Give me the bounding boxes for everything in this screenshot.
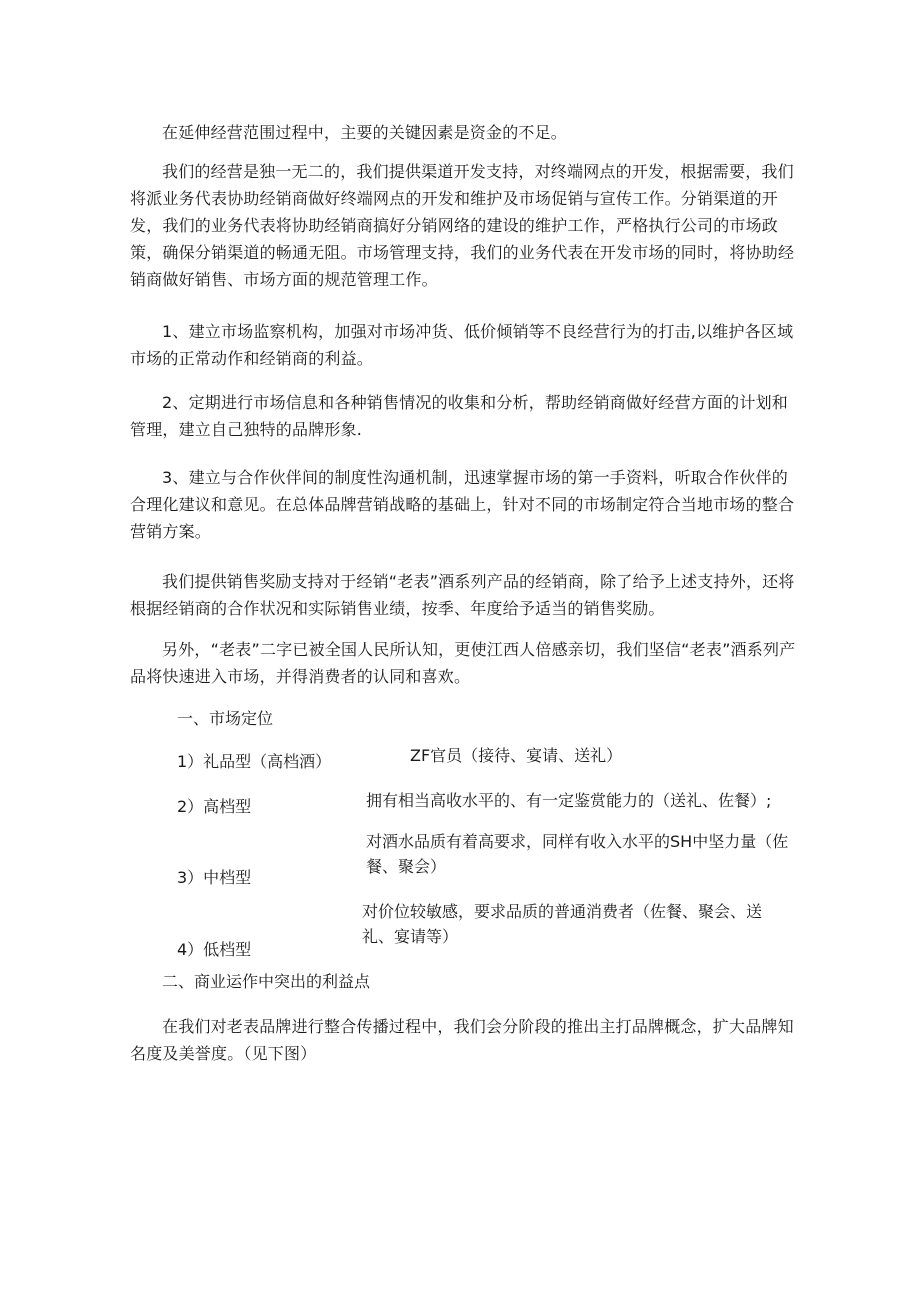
positioning-desc-gift: ZF官员（接待、宴请、送礼） [410, 746, 623, 765]
paragraph-brand-communication: 在我们对老表品牌进行整合传播过程中，我们会分阶段的推出主打品牌概念，扩大品牌知名度及美誉度。（见下图） [130, 1017, 794, 1063]
paragraph-item-2: 2、定期进行市场信息和各种销售情况的收集和分析，帮助经销商做好经营方面的计划和管理，建立自己独特的品牌形象. [130, 393, 788, 439]
paragraph-funding: 在延伸经营范围过程中，主要的关键因素是资金的不足。 [162, 123, 568, 142]
paragraph-sales-reward: 我们提供销售奖励支持对于经销“老表”酒系列产品的经销商，除了给予上述支持外，还将根据经销商的合作状况和实际销售业绩，按季、年度给予适当的销售奖励。 [130, 572, 795, 618]
positioning-label-low: 4）低档型 [177, 940, 252, 959]
paragraph-channel-support: 我们的经营是独一无二的，我们提供渠道开发支持，对终端网点的开发，根据需要，我们将派业务代表协助经销商做好终端网点的开发和维护及市场促销与宣传工作。分销渠道的开发，我们的业务代表将协助经销商搞好分销网络的建设的维护工作，严格执行公司的市场政策，确保分销渠道的畅通无阻。市场管理支持，我们的业务代表在开发市场的同时，将协助经销商做好销售、市场方面的规范管理工作。 [130, 162, 795, 289]
paragraph-brand-recognition: 另外，“老表”二字已被全国人民所认知，更使江西人倍感亲切，我们坚信“老表”酒系列产品将快速进入市场，并得消费者的认同和喜欢。 [130, 640, 796, 686]
paragraph-item-3: 3、建立与合作伙伴间的制度性沟通机制，迅速掌握市场的第一手资料，听取合作伙伴的合理化建议和意见。在总体品牌营销战略的基础上，针对不同的市场制定符合当地市场的整合营销方案。 [130, 468, 795, 541]
positioning-label-mid: 3）中档型 [177, 868, 252, 887]
positioning-desc-mid: 对酒水品质有着高要求，同样有收入水平的SH中坚力量（佐餐、聚会） [366, 832, 789, 876]
positioning-label-gift: 1）礼品型（高档酒） [177, 752, 332, 771]
positioning-desc-high: 拥有相当高收水平的、有一定鉴赏能力的（送礼、佐餐）; [366, 791, 772, 810]
positioning-desc-low: 对价位较敏感，要求品质的普通消费者（佐餐、聚会、送礼、宴请等） [362, 902, 763, 946]
positioning-label-high: 2）高档型 [177, 797, 252, 816]
paragraph-item-1: 1、建立市场监察机构，加强对市场冲货、低价倾销等不良经营行为的打击,以维护各区域市场的正常动作和经销商的利益。 [130, 322, 794, 368]
section-heading-business-benefits: 二、商业运作中突出的利益点 [162, 972, 371, 991]
section-heading-market-positioning: 一、市场定位 [177, 709, 274, 728]
